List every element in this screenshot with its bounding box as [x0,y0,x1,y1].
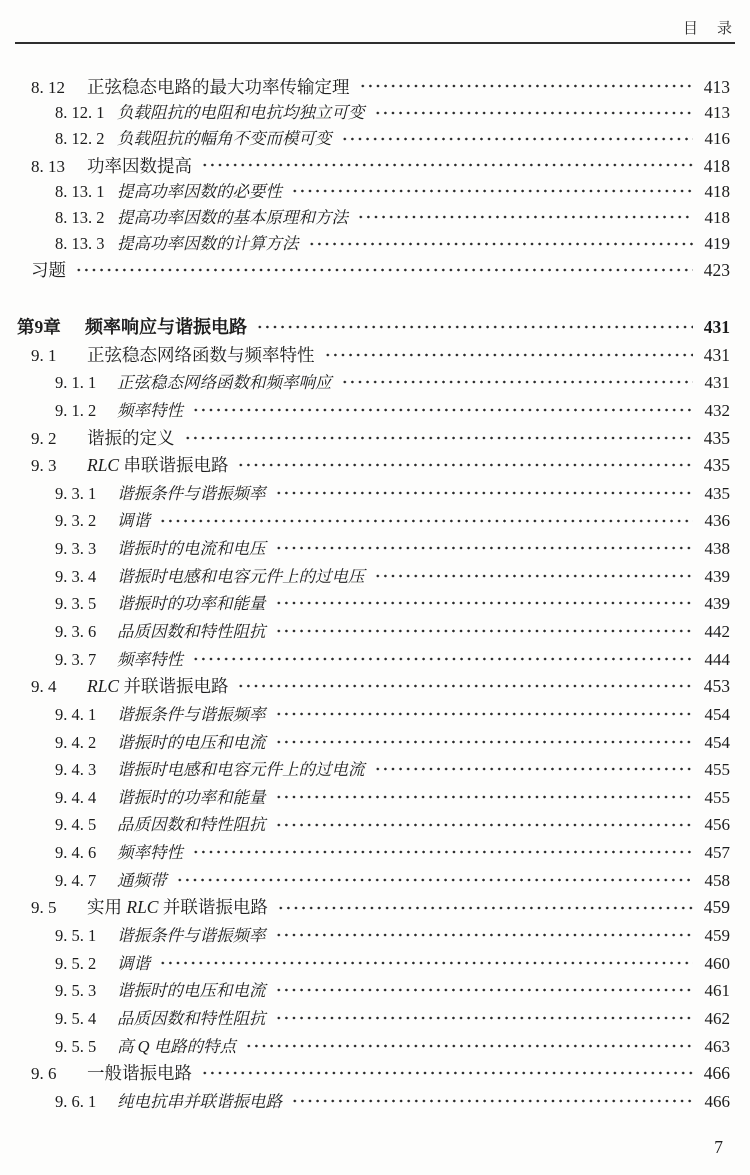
dot-leader [291,179,693,205]
dot-leader [275,729,694,757]
dot-leader [275,1005,694,1033]
toc-entry-page: 416 [704,129,730,149]
toc-entry-page: 454 [704,732,730,752]
dot-leader [275,618,694,646]
dot-leader [201,153,693,179]
toc-entry-page: 455 [704,787,730,807]
dot-leader [159,950,693,978]
toc-entry-page: 436 [704,511,730,531]
toc-entry-number: 9. 5. 2 [55,953,97,973]
toc-entry-number: 9. 3. 4 [55,566,97,586]
toc-entry-title: 谐振时的电流和电压 [117,539,266,559]
dot-leader [245,1033,693,1061]
toc-entry [0,950,730,978]
toc-entry-number: 9. 3. 5 [55,594,97,614]
toc-entry [0,618,730,646]
toc-entry [0,535,730,563]
toc-entry-title: 提高功率因数的计算方法 [117,234,299,254]
toc-entry [0,811,730,839]
dot-leader [357,205,693,231]
toc-list [0,74,730,1116]
toc-entry [0,756,730,784]
toc-entry [0,342,730,370]
toc-entry [0,1005,730,1033]
toc-entry-number: 9. 1. 1 [55,373,97,393]
dot-leader [275,480,694,508]
dot-leader [275,977,694,1005]
toc-entry-title: 谐振条件与谐振频率 [117,483,266,503]
dot-leader [275,784,694,812]
toc-entry-page: 435 [703,427,730,448]
toc-entry-page: 413 [703,77,730,97]
dot-leader [256,314,693,342]
dot-leader [275,590,694,618]
toc-entry [0,590,730,618]
toc-entry [0,646,730,674]
toc-entry-page: 466 [704,1091,730,1111]
header-divider [15,42,735,44]
toc-entry-page: 435 [704,483,730,503]
dot-leader [374,100,694,126]
toc-entry-title: 提高功率因数的必要性 [117,181,282,201]
toc-entry-title: 谐振时电感和电容元件上的过电压 [117,566,365,586]
dot-leader [275,535,694,563]
toc-entry [0,74,730,100]
toc-entry [0,563,730,591]
toc-entry-number: 9. 1. 2 [55,400,97,420]
toc-entry-number: 8. 13. 3 [55,234,105,254]
toc-entry-number: 9. 6. 1 [55,1091,97,1111]
toc-entry-title: 品质因数和特性阻抗 [117,1008,266,1028]
toc-entry-title: RLC 串联谐振电路 [87,455,229,476]
toc-entry-title: 频率响应与谐振电路 [85,316,247,337]
toc-entry-page: 453 [703,676,730,697]
toc-entry [0,126,730,152]
toc-entry-page: 418 [703,155,730,176]
toc-entry-title: 习题 [31,260,66,281]
toc-entry [0,507,730,535]
dot-leader [275,701,694,729]
toc-entry-title: 品质因数和特性阻抗 [117,622,266,641]
toc-entry-number: 9. 3 [31,456,57,476]
dot-leader [192,646,693,674]
toc-entry-number: 9. 5. 5 [55,1036,97,1056]
toc-entry-page: 457 [704,843,730,863]
toc-entry-number: 8. 12. 1 [55,103,105,123]
dot-leader [201,1060,693,1088]
toc-entry-number: 9. 5 [31,898,57,918]
toc-entry-number: 第9章 [17,316,61,337]
dot-leader [374,756,694,784]
dot-leader [291,1088,693,1116]
toc-entry-title: 谐振条件与谐振频率 [117,704,266,724]
toc-entry-page: 439 [704,566,730,586]
toc-entry-page: 461 [704,981,730,1001]
toc-entry-title: 负载阻抗的电阻和电抗均独立可变 [117,103,365,123]
toc-entry [0,922,730,950]
dot-leader [341,126,694,152]
toc-entry-number: 9. 4 [31,677,57,697]
toc-entry-number: 9. 2 [31,428,57,448]
toc-entry-title: 负载阻抗的幅角不变而模可变 [117,129,332,149]
toc-entry-page: 462 [704,1008,730,1028]
toc-entry [0,100,730,126]
dot-leader [176,867,694,895]
toc-entry [0,205,730,231]
dot-leader [359,74,694,100]
toc-entry-title: 一般谐振电路 [87,1063,192,1084]
toc-entry-title: 功率因数提高 [87,155,192,176]
toc-entry-title: 品质因数和特性阻抗 [117,815,266,835]
toc-entry-number: 9. 4. 4 [55,787,97,807]
dot-leader [324,342,694,370]
toc-entry-title: 谐振时的功率和能量 [117,594,266,614]
toc-entry [0,425,730,453]
toc-entry-page: 431 [703,344,730,365]
toc-entry-page: 444 [704,649,730,669]
toc-entry-page: 459 [704,926,730,946]
toc-entry-page: 418 [704,207,730,227]
toc-entry [0,729,730,757]
toc-entry [0,179,730,205]
toc-entry-title: 通频带 [117,870,167,890]
toc-entry-title: 频率特性 [117,649,183,669]
toc-entry-number: 8. 13. 1 [55,181,105,201]
dot-leader [192,839,693,867]
toc-entry-page: 419 [704,234,730,254]
toc-entry-number: 9. 3. 3 [55,539,97,559]
toc-entry-title: 正弦稳态网络函数和频率响应 [117,373,332,393]
toc-entry-page: 413 [704,103,730,123]
toc-entry-title: 谐振条件与谐振频率 [117,926,266,946]
toc-entry [0,784,730,812]
toc-entry-page: 438 [704,539,730,559]
toc-entry-page: 418 [704,181,730,201]
toc-entry [0,1033,730,1061]
toc-entry-title: 高 Q 电路的特点 [117,1036,237,1056]
toc-entry-title: 正弦稳态电路的最大功率传输定理 [87,77,350,97]
toc-entry-title: 正弦稳态网络函数与频率特性 [87,344,315,365]
toc-entry [0,839,730,867]
toc-entry-page: 423 [703,260,730,281]
dot-leader [275,922,694,950]
toc-entry [0,452,730,480]
toc-entry [0,894,730,922]
dot-leader [277,894,693,922]
toc-entry [0,867,730,895]
page-title: 目 录 [682,21,734,37]
toc-entry-page: 466 [703,1063,730,1084]
toc-entry-page: 442 [704,622,730,641]
toc-entry [0,1060,730,1088]
dot-leader [275,811,694,839]
toc-entry-page: 435 [703,455,730,476]
toc-entry-number: 9. 4. 7 [55,870,97,890]
toc-entry-page: 459 [703,897,730,918]
toc-entry-page: 455 [704,760,730,780]
page-number: 7 [714,1137,723,1157]
toc-entry-number: 9. 5. 4 [55,1008,97,1028]
toc-entry-title: 调谐 [117,953,150,973]
toc-entry-title: 谐振时电感和电容元件上的过电流 [117,760,365,780]
dot-leader [237,673,693,701]
toc-entry-number: 9. 4. 3 [55,760,97,780]
dot-leader [75,257,693,285]
toc-entry [0,977,730,1005]
dot-leader [341,369,694,397]
toc-entry [0,701,730,729]
toc-entry-page: 432 [704,400,730,420]
toc-entry-page: 458 [704,870,730,890]
toc-entry-title: 调谐 [117,511,150,531]
toc-entry-number: 9. 5. 1 [55,926,97,946]
toc-entry-number: 9. 4. 1 [55,704,97,724]
dot-leader [237,452,693,480]
toc-entry-number: 8. 13 [31,156,65,176]
toc-entry-number: 8. 13. 2 [55,207,105,227]
toc-entry-number: 9. 3. 6 [55,622,97,641]
toc-entry [0,480,730,508]
toc-entry-number: 9. 4. 5 [55,815,97,835]
dot-leader [192,397,693,425]
toc-entry-title: 频率特性 [117,843,183,863]
toc-entry-page: 431 [704,373,730,393]
toc-entry-title: 谐振时的功率和能量 [117,787,266,807]
toc-entry [0,314,730,342]
toc-entry-title: 提高功率因数的基本原理和方法 [117,207,348,227]
toc-entry-page: 431 [703,316,730,337]
toc-entry-number: 8. 12 [31,78,65,97]
dot-leader [308,231,694,257]
toc-entry-number: 9. 3. 7 [55,649,97,669]
dot-leader [374,563,694,591]
toc-entry-page: 456 [704,815,730,835]
toc-entry-page: 454 [704,704,730,724]
toc-entry [0,1088,730,1116]
toc-entry [0,369,730,397]
toc-entry-title: 谐振时的电压和电流 [117,981,266,1001]
dot-leader [184,425,694,453]
toc-entry-number: 9. 1 [31,345,57,365]
toc-entry-page: 460 [704,953,730,973]
toc-entry-number: 9. 4. 6 [55,843,97,863]
toc-entry [0,673,730,701]
toc-entry-number: 9. 4. 2 [55,732,97,752]
toc-entry [0,257,730,285]
toc-entry-title: 频率特性 [117,400,183,420]
toc-entry-number: 9. 5. 3 [55,981,97,1001]
toc-entry-page: 463 [704,1036,730,1056]
toc-entry-number: 8. 12. 2 [55,129,105,149]
toc-entry-title: 谐振时的电压和电流 [117,732,266,752]
toc-entry-title: RLC 并联谐振电路 [87,676,229,697]
toc-entry-number: 9. 3. 2 [55,511,97,531]
toc-entry-title: 实用 RLC 并联谐振电路 [87,897,268,918]
toc-entry-title: 纯电抗串并联谐振电路 [117,1091,282,1111]
dot-leader [159,507,693,535]
toc-entry-title: 谐振的定义 [87,427,175,448]
toc-entry-page: 439 [704,594,730,614]
toc-entry [0,231,730,257]
toc-entry [0,153,730,179]
toc-entry-number: 9. 3. 1 [55,483,97,503]
toc-entry [0,397,730,425]
toc-entry-number: 9. 6 [31,1064,57,1084]
